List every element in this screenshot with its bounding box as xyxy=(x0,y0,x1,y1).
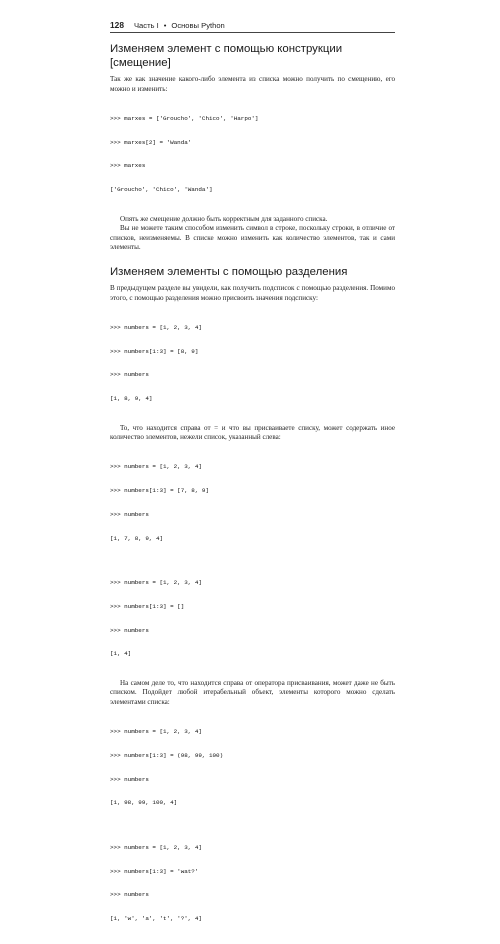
code-line: ['Groucho', 'Chico', 'Wanda'] xyxy=(110,186,213,194)
code-block xyxy=(110,308,395,419)
code-line: >>> numbers[1:3] = [] xyxy=(110,602,185,610)
section2-para2: На самом деле то, что находится справа от оператора присваивания, может даже не быть списком. Подойдет любой итерабельный объект, элементы которого можно сделать элементами списка: xyxy=(110,679,395,706)
code-line: >>> numbers xyxy=(110,510,149,518)
code-line: >>> numbers[1:3] = [8, 9] xyxy=(110,347,199,355)
code-line: >>> numbers xyxy=(110,775,149,783)
running-header xyxy=(110,20,395,33)
page-number: 128 xyxy=(110,20,124,30)
book-title: Основы Python xyxy=(171,21,225,30)
code-line: >>> numbers xyxy=(110,891,149,899)
code-line: >>> numbers = [1, 2, 3, 4] xyxy=(110,728,202,736)
code-line: [1, 98, 99, 100, 4] xyxy=(110,799,178,807)
header-separator: • xyxy=(163,21,167,30)
code-line: >>> numbers[1:3] = 'wat?' xyxy=(110,867,199,875)
code-block xyxy=(110,448,395,559)
code-block xyxy=(110,828,395,939)
code-line: [1, 8, 9, 4] xyxy=(110,395,153,403)
code-line: >>> marxes = ['Groucho', 'Chico', 'Harpo'] xyxy=(110,115,259,123)
code-line: >>> numbers = [1, 2, 3, 4] xyxy=(110,323,202,331)
code-block xyxy=(110,563,395,674)
code-line: >>> numbers xyxy=(110,626,149,634)
book-page xyxy=(110,20,395,944)
section1-para2: Вы не можете таким способом изменить символ в строке, поскольку строки, в отличие от списков, неизменяемы. В списке можно изменить как количество элементов, так и сами элементы. xyxy=(110,224,395,252)
code-line: >>> numbers[1:3] = [7, 8, 9] xyxy=(110,487,209,495)
code-line: >>> numbers xyxy=(110,371,149,379)
section1-intro: Так же как значение какого-либо элемента из списка можно получить по смещению, его можно и изменить: xyxy=(110,75,395,93)
code-line: [1, 7, 8, 9, 4] xyxy=(110,534,164,542)
code-line: [1, 4] xyxy=(110,650,132,658)
section2-intro: В предыдущем разделе вы увидели, как получить подсписок с помощью разделения. Помимо этого, с помощью разделения можно присвоить значения подсписку: xyxy=(110,284,395,302)
section-heading-offset: Изменяем элемент с помощью конструкции [смещение] xyxy=(110,43,343,69)
code-line: >>> marxes xyxy=(110,162,146,170)
code-line: >>> numbers = [1, 2, 3, 4] xyxy=(110,843,202,851)
code-line: >>> numbers = [1, 2, 3, 4] xyxy=(110,463,202,471)
code-block xyxy=(110,712,395,823)
code-block xyxy=(110,99,395,210)
section1-para1: Опять же смещение должно быть корректным для заданного списка. xyxy=(120,214,328,223)
section2-para1: То, что находится справа от = и что вы присваиваете списку, может содержать иное количество элементов, нежели список, указанный слева: xyxy=(110,423,395,442)
section-heading-slicing: Изменяем элементы с помощью разделения xyxy=(110,265,348,278)
code-line: >>> numbers[1:3] = (98, 99, 100) xyxy=(110,751,224,759)
code-line: [1, 'w', 'a', 't', '?', 4] xyxy=(110,914,202,922)
part-label: Часть I xyxy=(133,21,159,30)
code-line: >>> numbers = [1, 2, 3, 4] xyxy=(110,579,202,587)
code-line: >>> marxes[2] = 'Wanda' xyxy=(110,138,192,146)
